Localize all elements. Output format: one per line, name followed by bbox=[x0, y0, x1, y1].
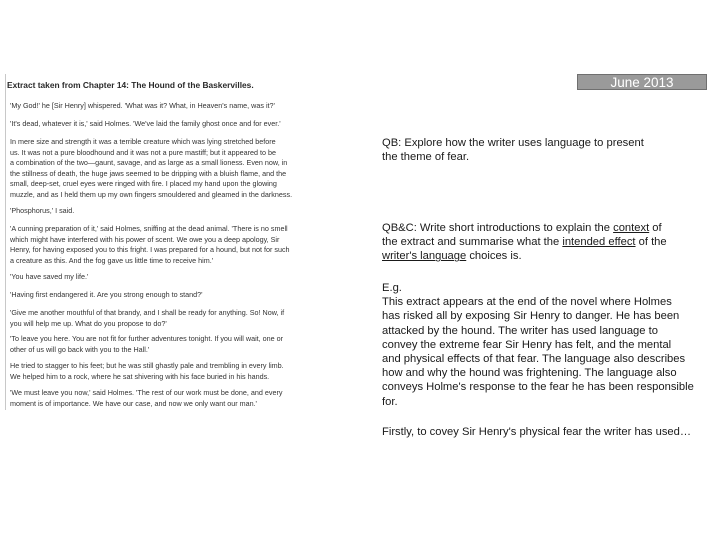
extract-line: 'My God!' he [Sir Henry] whispered. 'What was it? What, in Heaven's name, was it?' bbox=[10, 101, 275, 110]
extract-line: 'Having first endangered it. Are you strong enough to stand?' bbox=[10, 290, 203, 299]
extract-paragraph bbox=[10, 224, 346, 266]
extract-paragraph bbox=[10, 119, 346, 130]
exam-date-badge: June 2013 bbox=[577, 74, 707, 90]
extract-line: you will help me up. What do you propose to do?' bbox=[10, 318, 167, 328]
extract-paragraph bbox=[10, 137, 346, 201]
extract-line: small, deep-set, cruel eyes were ringed with fire. I placed my hand upon the glowing bbox=[10, 179, 277, 189]
underlined-term-writers-language: writer's language bbox=[382, 250, 467, 263]
extract-line: 'Phosphorus,' I said. bbox=[10, 206, 75, 215]
example-line: how and why the hound was frightening. The language also bbox=[382, 367, 677, 380]
extract-title: Extract taken from Chapter 14: The Hound of the Baskervilles. bbox=[7, 80, 254, 90]
underlined-term-context: context bbox=[613, 222, 650, 234]
extract-line: 'To leave you here. You are not fit for further adventures tonight. If you will wait, one or bbox=[10, 334, 284, 343]
question-b bbox=[382, 136, 718, 164]
extract-line: Henry, for having exposed you to this fright. I was prepared for a hound, but not for such bbox=[10, 245, 290, 255]
extract-line: moment is of importance. We have our case, and now we only want our man.' bbox=[10, 398, 257, 408]
example-line: convey the extreme fear Sir Henry has felt, and the mental bbox=[382, 338, 672, 351]
extract-line: us. It was not a pure bloodhound and it was not a pure mastiff; but it appeared to be bbox=[10, 147, 276, 157]
extract-paragraph bbox=[10, 206, 346, 217]
firstly-line bbox=[382, 425, 718, 439]
text-span: of the bbox=[635, 236, 667, 249]
example-line: E.g. bbox=[382, 282, 402, 294]
extract-paragraph bbox=[10, 334, 346, 355]
underlined-term-intended-effect: intended effect bbox=[562, 236, 636, 249]
question-bc-line bbox=[382, 221, 718, 235]
extract-line: a combination of the two—gaunt, savage, and as large as a small lioness. Even now, in bbox=[10, 158, 288, 168]
extract-line: In mere size and strength it was a terrible creature which was lying stretched before bbox=[10, 137, 276, 146]
extract-line: 'You have saved my life.' bbox=[10, 272, 89, 281]
example-line: conveys Holme's response to the fear he has been responsible bbox=[382, 381, 694, 394]
extract-paragraph bbox=[10, 308, 346, 329]
firstly-text: Firstly, to covey Sir Henry's physical fear the writer has used… bbox=[382, 426, 692, 438]
extract-paragraph bbox=[10, 290, 346, 301]
question-b-line: QB: Explore how the writer uses language to present bbox=[382, 137, 644, 149]
extract-line: which might have interfered with his power of scent. We owe you a deep apology, Sir bbox=[10, 234, 280, 244]
extract-paragraph bbox=[10, 272, 346, 283]
text-span: the extract and summarise what the bbox=[382, 236, 563, 249]
extract-line: 'It's dead, whatever it is,' said Holmes. 'We've laid the family ghost once and for ever.' bbox=[10, 119, 281, 128]
extract-line: 'We must leave you now,' said Holmes. 'The rest of our work must be done, and every bbox=[10, 388, 283, 397]
question-bc bbox=[382, 221, 718, 264]
question-bc-line bbox=[382, 235, 718, 249]
example-line: and physical effects of that fear. The language also describes bbox=[382, 353, 686, 366]
question-bc-line bbox=[382, 249, 718, 263]
extract-paragraph bbox=[10, 388, 346, 409]
example-line: for. bbox=[382, 395, 398, 408]
example-line: has risked all by exposing Sir Henry to danger. He has been bbox=[382, 310, 680, 323]
example-line: This extract appears at the end of the novel where Holmes bbox=[382, 296, 672, 309]
extract-paragraph bbox=[10, 101, 346, 112]
extract-line: 'A cunning preparation of it,' said Holmes, sniffing at the dead animal. 'There is no smell bbox=[10, 224, 288, 233]
text-span: choices is. bbox=[466, 250, 522, 263]
extract-line: He tried to stagger to his feet; but he was still ghastly pale and trembling in every limb. bbox=[10, 361, 284, 370]
question-b-line: the theme of fear. bbox=[382, 151, 470, 164]
extract-line: muzzle, and as I held them up my own fingers smouldered and gleamed in the darkness. bbox=[10, 189, 293, 199]
extract-line: the stillness of death, the huge jaws seemed to be dripping with a bluish flame, and the bbox=[10, 168, 287, 178]
extract-line: 'Give me another mouthful of that brandy, and I shall be ready for anything. So! Now, if bbox=[10, 308, 285, 317]
extract-line: other of us will go back with you to the Hall.' bbox=[10, 344, 150, 354]
extract-line: a creature as this. And the fog gave us little time to receive him.' bbox=[10, 255, 214, 265]
extract-line: We helped him to a rock, where he sat shivering with his face buried in his hands. bbox=[10, 371, 270, 381]
example-line: attacked by the hound. The writer has used language to bbox=[382, 324, 658, 337]
text-span: of bbox=[649, 222, 662, 234]
example-answer bbox=[382, 281, 718, 409]
extract-paragraph bbox=[10, 361, 346, 382]
text-span: QB&C: Write short introductions to explain the bbox=[382, 222, 614, 234]
